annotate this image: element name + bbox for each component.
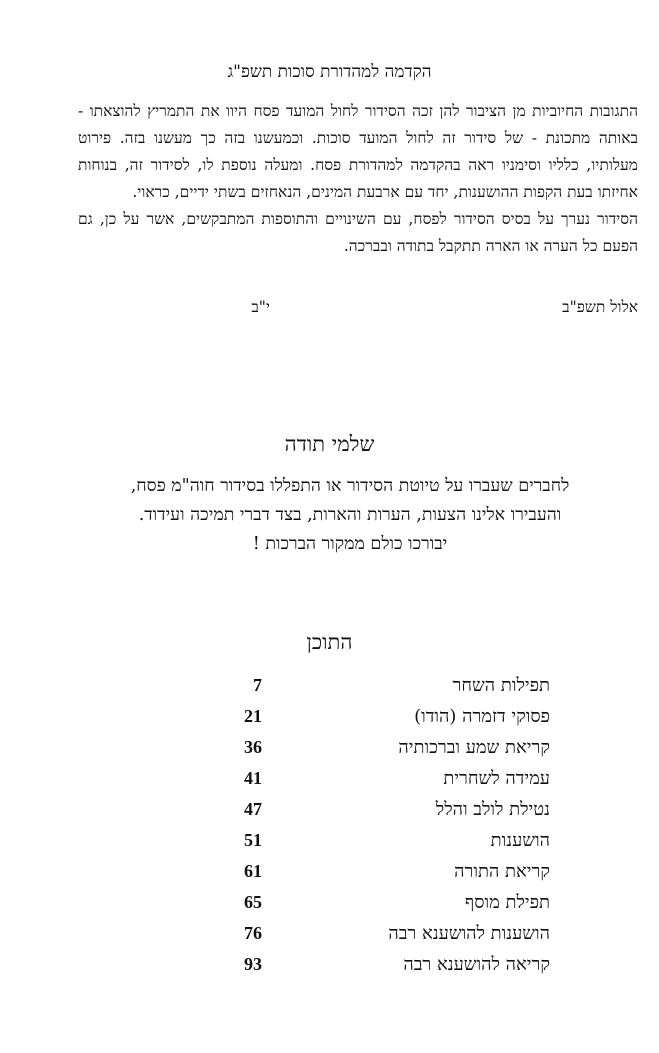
- toc-entry[interactable]: [230, 704, 550, 735]
- toc-entry-page: 93: [244, 954, 262, 974]
- preface-paragraph: התגובות החיוביות מן הציבור להן זכה הסידור לחול המועד פסח היוו את התמריץ להוצאתו - באותה מתכונת - של סידור זה לחול המועד סוכות. וכמעשנו בזה כך מעשנו בזה. פירוט מעלותיו, כלליו וסימניו ראה בהקדמה למהדורת פסח. ומעלה נוספת לו, לסידור זה, בנוחות אחיזתו בעת הקפות ההושענות, יחד עם ארבעת המינים, הנאחזים בשתי ידיים, כראוי.: [78, 102, 638, 201]
- thanks-line: יבורכו כולם ממקור הברכות !: [252, 534, 448, 554]
- toc-entry-name: תפילת מוסף: [464, 892, 550, 913]
- thanks-line: והעבירו אלינו הצעות, הערות והארות, בצד דברי תמיכה ועידוד.: [138, 505, 562, 525]
- toc-entry-name: קריאת שמע וברכותיה: [398, 737, 550, 758]
- toc-entry-name: תפילות השחר: [452, 675, 550, 696]
- toc-entry[interactable]: [230, 673, 550, 704]
- preface-signature: [78, 298, 638, 322]
- preface-initials: י"ב: [251, 298, 270, 316]
- toc-entry[interactable]: [230, 921, 550, 952]
- toc-entry-page: 47: [244, 799, 262, 819]
- toc-entry[interactable]: [230, 735, 550, 766]
- toc-entry-name: קריאה להושענא רבה: [403, 954, 550, 975]
- toc-entry-page: 61: [244, 861, 262, 881]
- thanks-title: שלמי תודה: [284, 432, 375, 456]
- toc-entry-page: 21: [244, 706, 262, 726]
- preface-date: אלול תשפ"ב: [562, 298, 638, 316]
- preface-body: [78, 98, 638, 260]
- toc-entry-page: 41: [244, 768, 262, 788]
- toc-entry-page: 65: [244, 892, 262, 912]
- toc-entry[interactable]: [230, 797, 550, 828]
- toc-entry-page: 36: [244, 737, 262, 757]
- thanks-body: [40, 472, 659, 559]
- toc-entry-page: 7: [253, 675, 262, 695]
- toc-entry-name: הושענות להושענא רבה: [388, 923, 550, 944]
- toc-entry-page: 76: [244, 923, 262, 943]
- toc-entry-name: פסוקי דזמרה (הודו): [414, 706, 550, 727]
- toc-entry[interactable]: [230, 828, 550, 859]
- toc-entry-name: קריאת התורה: [454, 861, 550, 882]
- toc-entry-page: 51: [244, 830, 262, 850]
- thanks-line: לחברים שעברו על טיוטת הסידור או התפללו בסידור חוה"מ פסח,: [130, 476, 570, 496]
- toc-title: התוכן: [306, 630, 353, 654]
- toc-entry[interactable]: [230, 890, 550, 921]
- toc-entry-name: נטילת לולב והלל: [435, 799, 550, 820]
- toc-entry[interactable]: [230, 766, 550, 797]
- preface-title: הקדמה למהדורת סוכות תשפ"ג: [227, 62, 432, 82]
- toc-entry[interactable]: [230, 859, 550, 890]
- toc-entry[interactable]: [230, 952, 550, 983]
- toc-entry-name: עמידה לשחרית: [443, 768, 550, 789]
- table-of-contents: [230, 673, 550, 983]
- preface-paragraph: הסידור נערך על בסיס הסידור לפסח, עם השינויים והתוספות המתבקשים, אשר על כן, גם הפעם כל הערה או הארה תתקבל בתודה ובברכה.: [78, 210, 638, 255]
- toc-entry-name: הושענות: [490, 830, 550, 851]
